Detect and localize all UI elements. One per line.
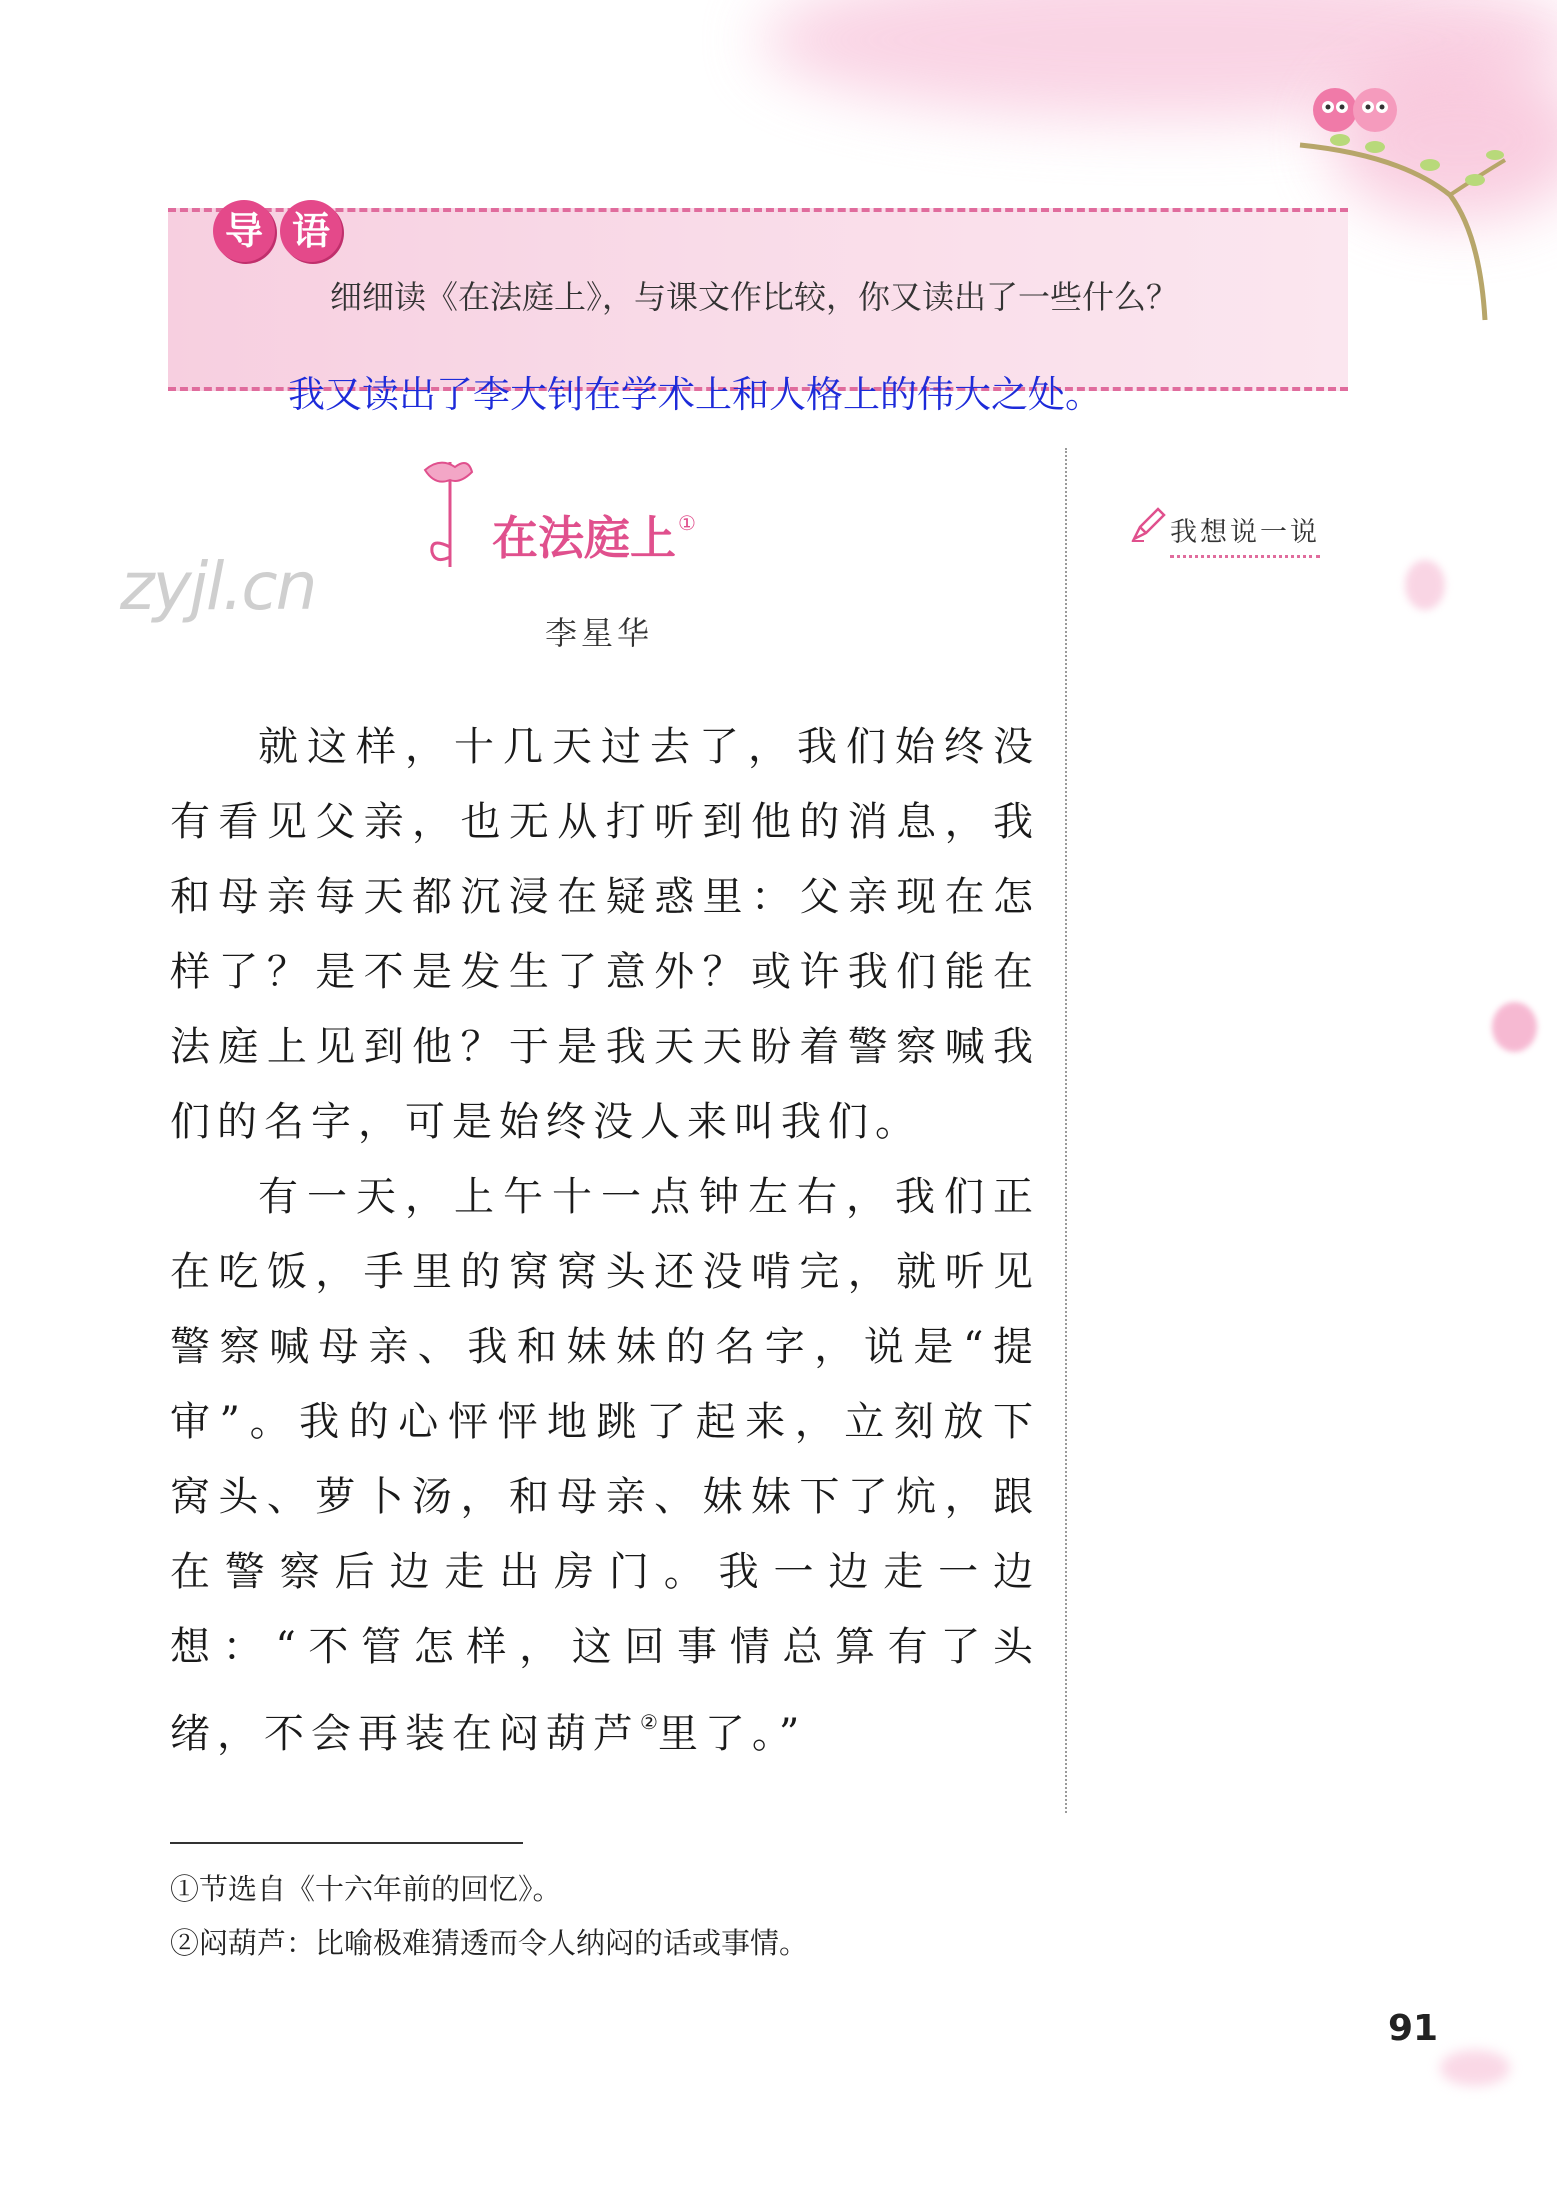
pencil-icon — [1130, 505, 1168, 543]
pink-petal-1 — [1405, 560, 1445, 610]
footnote-marker-2: ② — [640, 1710, 658, 1734]
intro-question: 细细读《在法庭上》，与课文作比较，你又读出了一些什么？ — [330, 278, 1179, 316]
intro-badge-char-1: 导 — [213, 200, 275, 262]
footnotes — [170, 1862, 808, 1970]
article-title — [492, 502, 696, 568]
notes-column-label: 我想说一说 — [1170, 510, 1320, 558]
article-author: 李星华 — [545, 614, 654, 652]
column-divider — [1065, 448, 1067, 1813]
article-title-text: 在法庭上 — [492, 511, 676, 565]
footnote-rule — [170, 1842, 523, 1844]
page-number: 91 — [1388, 2008, 1439, 2049]
pink-petal-3 — [1440, 2050, 1510, 2086]
watermark: zyjl.cn — [120, 548, 316, 625]
paragraph-1: 就这样，十几天过去了，我们始终没有看见父亲，也无从打听到他的消息，我和母亲每天都沉浸在疑惑里：父亲现在怎样了？是不是发生了意外？或许我们能在法庭上见到他？于是我天天盼着警察喊我们的名字，可是始终没人来叫我们。 — [170, 724, 1040, 1145]
paragraph-2-end: 里了。” — [657, 1711, 807, 1757]
title-footnote-marker: ① — [678, 511, 696, 535]
handwritten-answer: 我又读出了李大钊在学术上和人格上的伟大之处。 — [288, 373, 1102, 416]
paragraph-2-text: 有一天，上午十一点钟左右，我们正在吃饭，手里的窝窝头还没啃完，就听见警察喊母亲、我和妹妹的名字，说是“提审”。我的心怦怦地跳了起来，立刻放下窝头、萝卜汤，和母亲、妹妹下了炕，跟在警察后边走出房门。我一边走一边想：“不管怎样，这回事情总算有了头绪，不会再装在闷葫芦 — [170, 1174, 1040, 1757]
pink-petal-2 — [1492, 1002, 1537, 1052]
article-body — [170, 710, 1040, 1772]
footnote-2: ②闷葫芦：比喻极难猜透而令人纳闷的话或事情。 — [170, 1926, 809, 1960]
flower-icon — [410, 452, 490, 572]
intro-badge-char-2: 语 — [280, 200, 342, 262]
footnote-1: ①节选自《十六年前的回忆》。 — [170, 1872, 562, 1906]
paragraph-2 — [170, 1160, 1040, 1772]
